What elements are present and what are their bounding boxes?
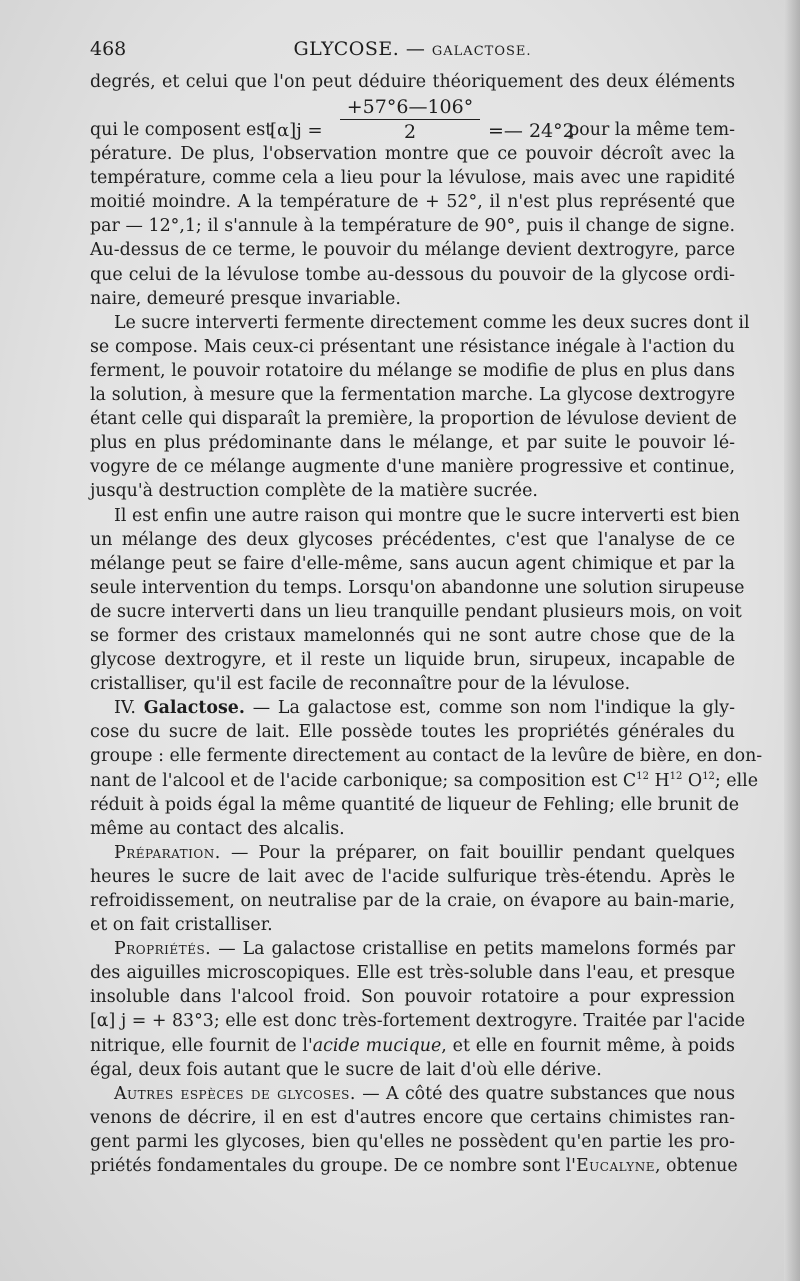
term-eucalyne: Eucalyne: [575, 1156, 655, 1177]
text-run: — A côté des quatre substances que nous: [362, 1083, 735, 1104]
text-line: plus en plus prédominante dans le mélange, et par suite le pouvoir lé-: [90, 433, 735, 454]
running-header: [90, 34, 735, 70]
formula-right-text: pour la même tem-: [568, 120, 735, 141]
section-galactose-heading-line: [90, 696, 735, 720]
running-title-sub: GALACTOSE.: [431, 44, 532, 59]
text-line: Au-dessus de ce terme, le pouvoir du mélange devient dextrogyre, parce: [90, 240, 735, 261]
text-run: , obtenue: [655, 1156, 738, 1177]
text-line: température, comme cela a lieu pour la lévulose, mais avec une rapidité: [90, 168, 735, 189]
text-line: réduit à poids égal la même quantité de liqueur de Fehling; elle brunit de: [90, 794, 740, 815]
text-line: groupe : elle fermente directement au contact de la levûre de bière, en don-: [90, 746, 763, 767]
text-line: que celui de la lévulose tombe au-dessous du pouvoir de la glycose ordi-: [90, 264, 735, 285]
text-line: venons de décrire, il en est d'autres encore que certains chimistes ran-: [90, 1107, 735, 1128]
section-number: IV.: [114, 698, 136, 719]
running-title-main: GLYCOSE.: [293, 38, 400, 60]
text-line: mélange peut se faire d'elle-même, sans aucun agent chimique et par la: [90, 553, 735, 574]
text-run: — Pour la préparer, on fait bouillir pendant quelques: [230, 842, 735, 863]
subscript-c: 12: [636, 770, 649, 782]
running-title-dash: —: [405, 38, 426, 60]
mucic-acid-line: [90, 1034, 735, 1058]
text-line: par — 12°,1; il s'annule à la température de 90°, puis il change de signe.: [90, 216, 735, 237]
text-line: insoluble dans l'alcool froid. Son pouvoir rotatoire a pour expression: [90, 987, 735, 1008]
running-title: [90, 38, 735, 60]
text-run: priétés fondamentales du groupe. De ce nombre sont l': [90, 1156, 576, 1177]
text-line: seule intervention du temps. Lorsqu'on abandonne une solution sirupeuse: [90, 577, 745, 598]
text-line: étant celle qui disparaît la première, la proportion de lévulose devient de: [90, 409, 737, 430]
text-run: nitrique, elle fournit de l': [90, 1035, 313, 1056]
text-line: refroidissement, on neutralise par de la craie, on évapore au bain-marie,: [90, 891, 735, 911]
text-line: [α] j = + 83°3; elle est donc très-fortement dextrogyre. Traitée par l'acide: [90, 1011, 746, 1032]
element-o: O: [682, 770, 703, 791]
italic-term: acide mucique: [312, 1035, 442, 1056]
text-line: glycose dextrogyre, et il reste un liquide brun, sirupeux, incapable de: [90, 650, 735, 671]
other-glycoses-heading-line: [90, 1082, 735, 1106]
text-line: degrés, et celui que l'on peut déduire théoriquement des deux éléments: [90, 72, 735, 92]
text-run: — La galactose cristallise en petits mamelons formés par: [218, 939, 736, 960]
text-line: moitié moindre. A la température de + 52°, il n'est plus représenté que: [90, 192, 735, 213]
text-line: se former des cristaux mamelonnés qui ne sont autre chose que de la: [90, 625, 735, 646]
text-line: se compose. Mais ceux-ci présentant une résistance inégale à l'action du: [90, 336, 735, 357]
subscript-h: 12: [669, 770, 683, 782]
text-line: et on fait cristalliser.: [90, 915, 273, 936]
text-line: heures le sucre de lait avec de l'acide sulfurique très-étendu. Après le: [90, 866, 735, 887]
text-line: cristalliser, qu'il est facile de reconnaître pour de la lévulose.: [90, 674, 631, 695]
formula-left-text: qui le composent est: [90, 120, 273, 141]
text-line: un mélange des deux glycoses précédentes, c'est que l'analyse de ce: [90, 529, 735, 550]
text-line: Le sucre interverti fermente directement comme les deux sucres dont il: [114, 312, 750, 333]
subscript-o: 12: [702, 770, 715, 782]
text-line: Il est enfin une autre raison qui montre que le sucre interverti est bien: [114, 505, 740, 526]
formula-numerator: +57°6—106°: [346, 96, 474, 119]
text-line: jusqu'à destruction complète de la matière sucrée.: [90, 481, 538, 502]
properties-heading-line: [90, 937, 735, 961]
text-line: même au contact des alcalis.: [90, 818, 345, 839]
element-h: H: [648, 770, 670, 791]
chemical-formula: [623, 771, 715, 791]
text-line: naire, demeuré presque invariable.: [90, 288, 401, 309]
eucalyne-line: [90, 1154, 738, 1178]
composition-line: [90, 769, 759, 793]
preparation-heading-line: [90, 841, 735, 865]
text-line: cose du sucre de lait. Elle possède toutes les propriétés générales du: [90, 722, 735, 743]
text-run: , et elle en fournit même, à poids: [441, 1035, 735, 1056]
element-c: C: [622, 770, 637, 791]
text-line: gent parmi les glycoses, bien qu'elles ne possèdent qu'en partie les pro-: [90, 1131, 735, 1152]
text-line: égal, deux fois autant que le sucre de lait d'où elle dérive.: [90, 1059, 602, 1080]
text-line: pérature. De plus, l'observation montre que ce pouvoir décroît avec la: [90, 144, 735, 165]
section-title-galactose: Galactose.: [143, 698, 245, 719]
formula-fraction: [340, 94, 480, 143]
formula-lhs: [α]j =: [270, 120, 323, 142]
formula-rhs: =— 24°2: [488, 120, 575, 143]
page-spine-shadow: [784, 0, 800, 1281]
text-run: — La galactose est, comme son nom l'indique la gly-: [252, 698, 736, 719]
text-line: vogyre de ce mélange augmente d'une manière progressive et continue,: [90, 457, 735, 478]
formula-denominator: 2: [403, 121, 417, 144]
fraction-bar: [340, 119, 480, 120]
text-run: ; elle: [714, 770, 759, 791]
text-line: des aiguilles microscopiques. Elle est très-soluble dans l'eau, et presque: [90, 963, 735, 984]
subsection-title-properties: Propriétés.: [114, 939, 212, 960]
page-number: 468: [90, 38, 127, 60]
text-line: de sucre interverti dans un lieu tranquille pendant plusieurs mois, on voit: [90, 601, 742, 622]
text-line: la solution, à mesure que la fermentation marche. La glycose dextrogyre: [90, 385, 735, 406]
text-line: ferment, le pouvoir rotatoire du mélange se modifie de plus en plus dans: [90, 360, 735, 381]
subsection-title-other-glycoses: Autres espèces de glycoses.: [114, 1083, 356, 1104]
rotation-formula: [90, 94, 735, 142]
subsection-title-preparation: Préparation.: [114, 842, 221, 863]
page-content: [90, 34, 763, 1178]
text-run: nant de l'alcool et de l'acide carbonique; sa composition est: [90, 770, 618, 791]
